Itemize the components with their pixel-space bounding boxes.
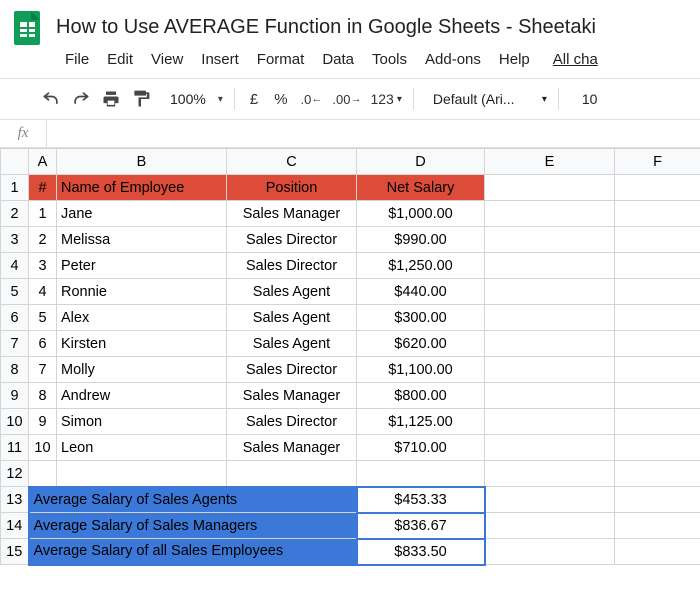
cell-d2[interactable]: $1,000.00 [357,201,485,227]
table-row[interactable] [1,175,700,201]
cell-f12[interactable] [615,461,700,487]
cell-e12[interactable] [485,461,615,487]
cell-c11[interactable]: Sales Manager [227,435,357,461]
cell-f15[interactable] [615,539,700,565]
row-header-2[interactable]: 2 [1,201,29,227]
cell-a11[interactable]: 10 [29,435,57,461]
row-header-13[interactable]: 13 [1,487,29,513]
cell-b8[interactable]: Molly [57,357,227,383]
cell-c7[interactable]: Sales Agent [227,331,357,357]
table-row[interactable] [1,201,700,227]
cell-a8[interactable]: 7 [29,357,57,383]
chevron-down-icon: ▾ [541,93,547,105]
cell-e4[interactable] [485,253,615,279]
cell-f1[interactable] [615,175,700,201]
cell-f2[interactable] [615,201,700,227]
undo-icon[interactable] [36,84,66,114]
toolbar [0,78,700,120]
cell-a10[interactable]: 9 [29,409,57,435]
title-bar [0,0,700,46]
cell-f10[interactable] [615,409,700,435]
cell-f7[interactable] [615,331,700,357]
row-header-10[interactable]: 10 [1,409,29,435]
cell-e5[interactable] [485,279,615,305]
cell-b10[interactable]: Simon [57,409,227,435]
cell-f3[interactable] [615,227,700,253]
row-header-6[interactable]: 6 [1,305,29,331]
increase-decimal-button[interactable]: .00 → [332,91,362,107]
fx-icon: fx [17,125,29,141]
menu-item-help[interactable]: Help [498,50,530,68]
column-header-b[interactable]: B [57,149,227,175]
cell-a4[interactable]: 3 [29,253,57,279]
cell-c9[interactable]: Sales Manager [227,383,357,409]
cell-e11[interactable] [485,435,615,461]
cell-c2[interactable]: Sales Manager [227,201,357,227]
redo-icon[interactable] [66,84,96,114]
currency-format-button[interactable]: £ [249,90,259,108]
row-header-8[interactable]: 8 [1,357,29,383]
cell-f13[interactable] [615,487,700,513]
table-row[interactable] [1,305,700,331]
table-row[interactable] [1,513,700,539]
last-edit-link[interactable]: All cha [552,50,598,68]
cell-a5[interactable]: 4 [29,279,57,305]
menu-item-insert[interactable]: Insert [201,50,239,68]
font-size-value[interactable]: 10 [581,91,598,107]
cell-d6[interactable]: $300.00 [357,305,485,331]
cell-e1[interactable] [485,175,615,201]
table-row[interactable] [1,227,700,253]
row-header-1[interactable]: 1 [1,175,29,201]
cell-f9[interactable] [615,383,700,409]
cell-c10[interactable]: Sales Director [227,409,357,435]
toolbar-divider [558,88,559,110]
column-header-row [1,149,700,175]
cell-d5[interactable]: $440.00 [357,279,485,305]
font-family-selector[interactable] [433,91,551,107]
menu-item-view[interactable]: View [151,50,184,68]
cell-c3[interactable]: Sales Director [227,227,357,253]
menu-item-format[interactable]: Format [256,50,305,68]
table-row[interactable] [1,383,700,409]
summary-value-managers[interactable]: $836.67 [357,513,485,539]
cell-b5[interactable]: Ronnie [57,279,227,305]
table-row[interactable] [1,539,700,565]
cell-e3[interactable] [485,227,615,253]
cell-c5[interactable]: Sales Agent [227,279,357,305]
cell-b2[interactable]: Jane [57,201,227,227]
row-header-5[interactable]: 5 [1,279,29,305]
cell-e8[interactable] [485,357,615,383]
cell-a1[interactable]: # [29,175,57,201]
cell-f4[interactable] [615,253,700,279]
cell-a2[interactable]: 1 [29,201,57,227]
cell-d7[interactable]: $620.00 [357,331,485,357]
row-header-14[interactable]: 14 [1,513,29,539]
summary-label-all[interactable]: Average Salary of all Sales Employees [29,539,357,565]
cell-e13[interactable] [485,487,615,513]
percent-format-button[interactable]: % [274,90,288,108]
cell-a6[interactable]: 5 [29,305,57,331]
cell-c1[interactable]: Position [227,175,357,201]
column-header-f[interactable]: F [615,149,700,175]
cell-b3[interactable]: Melissa [57,227,227,253]
menu-item-addons[interactable]: Add-ons [425,50,481,68]
cell-f11[interactable] [615,435,700,461]
zoom-selector[interactable] [166,91,227,107]
summary-label-managers[interactable]: Average Salary of Sales Managers [29,513,357,539]
cell-c6[interactable]: Sales Agent [227,305,357,331]
print-icon[interactable] [96,84,126,114]
cell-a12[interactable] [29,461,57,487]
cell-a7[interactable]: 6 [29,331,57,357]
font-family-label: Default (Ari... [432,91,515,107]
cell-d9[interactable]: $800.00 [357,383,485,409]
cell-b7[interactable]: Kirsten [57,331,227,357]
cell-b12[interactable] [57,461,227,487]
row-header-7[interactable]: 7 [1,331,29,357]
row-header-11[interactable]: 11 [1,435,29,461]
column-header-c[interactable]: C [227,149,357,175]
google-sheets-logo[interactable] [10,9,44,49]
cell-e10[interactable] [485,409,615,435]
chevron-down-icon: ▾ [396,93,402,105]
table-row[interactable] [1,409,700,435]
cell-b6[interactable]: Alex [57,305,227,331]
cell-b9[interactable]: Andrew [57,383,227,409]
zoom-value: 100% [170,91,206,107]
cell-f6[interactable] [615,305,700,331]
menu-item-tools[interactable]: Tools [372,50,408,68]
toolbar-divider [413,88,414,110]
sheet-table [0,148,700,566]
table-row[interactable] [1,461,700,487]
table-row[interactable] [1,487,700,513]
cell-d1[interactable]: Net Salary [357,175,485,201]
menu-bar [0,46,700,72]
cell-d8[interactable]: $1,100.00 [357,357,485,383]
table-row[interactable] [1,253,700,279]
select-all-corner[interactable] [1,149,29,175]
cell-a3[interactable]: 2 [29,227,57,253]
cell-d10[interactable]: $1,125.00 [357,409,485,435]
row-header-4[interactable]: 4 [1,253,29,279]
cell-b4[interactable]: Peter [57,253,227,279]
chevron-down-icon: ▾ [217,93,223,105]
number-format-label: 123 [370,91,394,107]
cell-e2[interactable] [485,201,615,227]
cell-c12[interactable] [227,461,357,487]
column-header-e[interactable]: E [485,149,615,175]
number-format-selector[interactable] [366,91,405,107]
paint-format-icon[interactable] [126,84,156,114]
cell-d3[interactable]: $990.00 [357,227,485,253]
table-row[interactable] [1,435,700,461]
row-header-9[interactable]: 9 [1,383,29,409]
cell-d11[interactable]: $710.00 [357,435,485,461]
formula-input[interactable] [46,120,700,147]
document-title[interactable]: How to Use AVERAGE Function in Google Sheets - Sheetaki [56,16,596,38]
row-header-3[interactable]: 3 [1,227,29,253]
decrease-decimal-button[interactable]: .0 ← [300,91,323,107]
cell-e9[interactable] [485,383,615,409]
table-row[interactable] [1,279,700,305]
column-header-a[interactable]: A [29,149,57,175]
summary-value-agents[interactable]: $453.33 [357,487,485,513]
cell-e7[interactable] [485,331,615,357]
cell-f14[interactable] [615,513,700,539]
spreadsheet-grid[interactable] [0,148,700,584]
menu-item-data[interactable]: Data [322,50,354,68]
row-header-15[interactable]: 15 [1,539,29,565]
menu-item-file[interactable]: File [65,50,90,68]
cell-b1[interactable]: Name of Employee [57,175,227,201]
cell-e15[interactable] [485,539,615,565]
summary-label-agents[interactable]: Average Salary of Sales Agents [29,487,357,513]
toolbar-divider [234,88,235,110]
cell-d12[interactable] [357,461,485,487]
cell-e14[interactable] [485,513,615,539]
cell-a9[interactable]: 8 [29,383,57,409]
cell-f8[interactable] [615,357,700,383]
cell-b11[interactable]: Leon [57,435,227,461]
cell-f5[interactable] [615,279,700,305]
cell-c4[interactable]: Sales Director [227,253,357,279]
cell-c8[interactable]: Sales Director [227,357,357,383]
menu-item-edit[interactable]: Edit [107,50,134,68]
row-header-12[interactable]: 12 [1,461,29,487]
cell-d4[interactable]: $1,250.00 [357,253,485,279]
column-header-d[interactable]: D [357,149,485,175]
summary-value-all[interactable]: $833.50 [357,539,485,565]
table-row[interactable] [1,331,700,357]
cell-e6[interactable] [485,305,615,331]
table-row[interactable] [1,357,700,383]
formula-bar [0,120,700,148]
